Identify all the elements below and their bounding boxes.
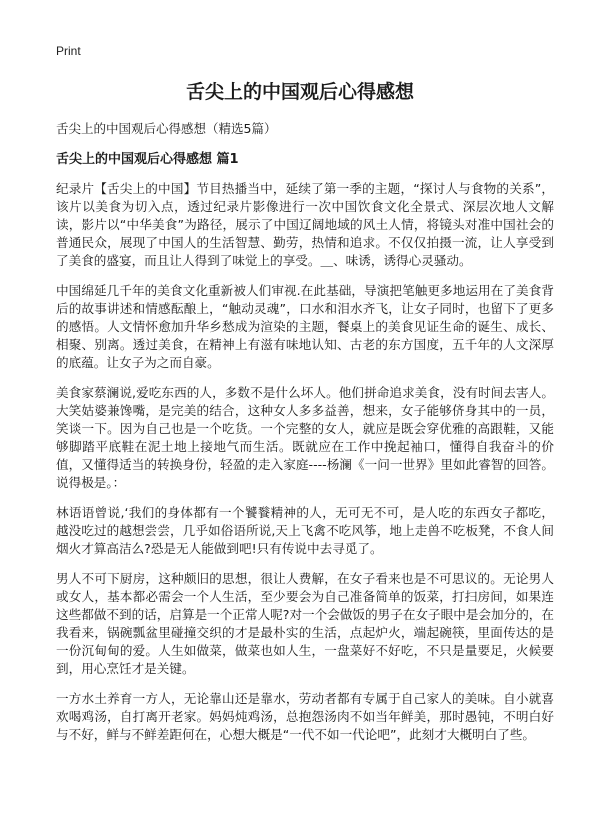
- paragraph: 一方水土养育一方人，无论靠山还是靠水，劳动者都有专属于自己家人的美味。自小就喜欢喝鸡汤，自打离开老家。妈妈炖鸡汤，总抱怨汤肉不如当年鲜美，那时愚钝，不明白好与不好，鲜与不鲜差距何在，心想大概是“一代不如一代论吧”，此刻才大概明白了些。: [56, 691, 554, 742]
- section-heading: 舌尖上的中国观后心得感想 篇1: [56, 152, 239, 167]
- print-link[interactable]: Print: [56, 44, 81, 58]
- article-body: [56, 180, 554, 756]
- paragraph: 林语语曾说,‘我们的身体都有一个饕餮精神的人，无可无不可，是人吃的东西女子都吃，越没吃过的越想尝尝，几乎如俗语所说,天上飞禽不吃风筝，地上走兽不吃板凳，不食人间烟火才算高洁么?恐是无人能做到吧!只有传说中去寻觅了。: [56, 505, 554, 556]
- document-subtitle: 舌尖上的中国观后心得感想（精选5篇）: [56, 121, 277, 136]
- paragraph: 美食家蔡澜说,爱吃东西的人，多数不是什么坏人。他们拼命追求美食，没有时间去害人。大笑姑婆兼馋嘴，是完美的结合，这种女人多多益善，想来，女子能够侪身其中的一员，笑谈一下。因为自己也是一个吃货。一个完整的女人，就应是既会穿优雅的高跟鞋，又能够脚踏平底鞋在泥土地上接地气而生活。既就应在工作中挽起袖口，懂得自我奋斗的价值，又懂得适当的转换身份，轻盈的走入家庭----杨澜《一问一世界》里如此睿智的回答。说得极是。：: [56, 385, 554, 490]
- paragraph: 纪录片【舌尖上的中国】节目热播当中，延续了第一季的主题，“探讨人与食物的关系”，该片以美食为切入点，透过纪录片影像进行一次中国饮食文化全景式、深层次地人文解读，影片以“中华美食”为路径，展示了中国辽阔地域的风土人情，将镜头对准中国社会的普通民众，展现了中国人的生活智慧、勤劳，热情和追求。不仅仅拍摄一流，让人享受到了美食的盛宴，而且让人得到了味觉上的享受。＿、味诱，诱得心灵骚动。: [56, 181, 554, 268]
- paragraph: 男人不可下厨房，这种颇旧的思想，很让人费解，在女子看来也是不可思议的。无论男人或女人，基本都必需会一个人生活，至少要会为自己准备简单的饭菜，打扫房间，如果连这些都做不到的话，启算是一个正常人呢?对一个会做饭的男子在女子眼中是会加分的，在我看来，锅碗瓢盆里碰撞交织的才是最朴实的生活，点起炉火，端起碗筷，里面传达的是一份沉甸甸的爱。人生如做菜，做菜也如人生，一盘菜好不好吃，不只是量要足，火候要到，用心烹饪才是关键。: [56, 571, 554, 676]
- page-title: 舌尖上的中国观后心得感想: [185, 81, 414, 103]
- paragraph: 中国绵延几千年的美食文化重新被人们审视.在此基础，导演把笔触更多地运用在了美食背后的故事讲述和情感酝酿上，“触动灵魂”，口水和泪水齐飞，让女子同时，也留下了更多的感悟。人文情怀愈加升华乡愁成为渲染的主题，餐桌上的美食见证生命的诞生、成长、相聚、别离。透过美食，在精神上有滋有味地认知、古老的东方国度，五千年的人文深厚的底蕴。让女子为之而自豪。: [56, 283, 554, 370]
